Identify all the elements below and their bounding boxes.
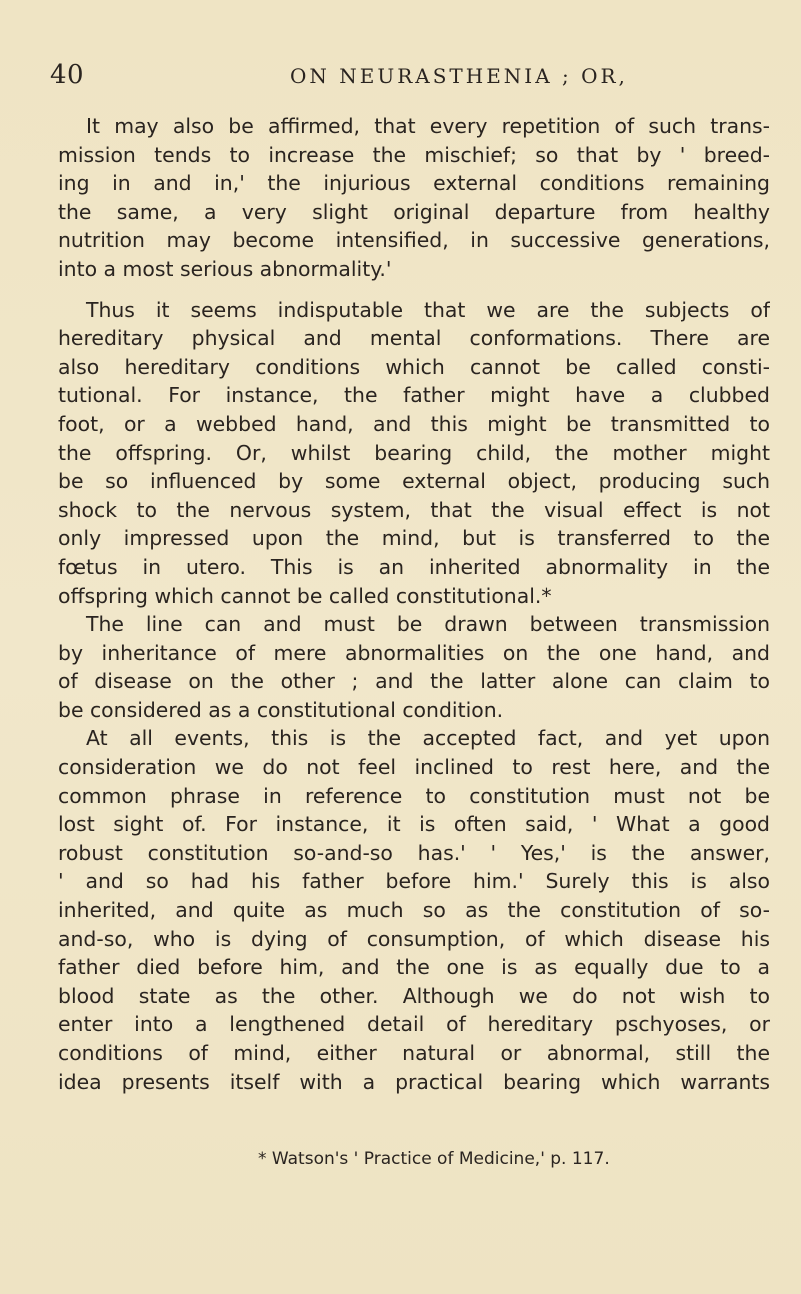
- text-line: At all events, this is the accepted fact, and yet upon: [86, 726, 770, 751]
- text-line: tutional. For instance, the father might have a clubbed: [58, 383, 770, 408]
- text-line: lost sight of. For instance, it is often said, ' What a good: [58, 812, 770, 837]
- text-line: fœtus in utero. This is an inherited abnormality in the: [58, 554, 770, 579]
- text-line: be so influenced by some external object, producing such: [58, 469, 770, 494]
- text-line: of disease on the other ; and the latter alone can claim to: [58, 669, 770, 694]
- text-line: inherited, and quite as much so as the constitution of so-: [58, 898, 770, 923]
- text-line: father died before him, and the one is as equally due to a: [58, 955, 770, 980]
- running-head: [50, 60, 770, 100]
- text-line: the offspring. Or, whilst bearing child, the mother might: [58, 440, 770, 465]
- page-number: 40: [50, 60, 85, 90]
- paragraph: [58, 296, 770, 611]
- text-line: blood state as the other. Although we do not wish to: [58, 983, 770, 1008]
- text-line: by inheritance of mere abnormalities on the one hand, and: [58, 640, 770, 665]
- text-line: shock to the nervous system, that the visual effect is not: [58, 497, 770, 522]
- body-text: [58, 112, 770, 1096]
- text-line: into a most serious abnormality.': [58, 256, 392, 281]
- text-line: ' and so had his father before him.' Surely this is also: [58, 869, 770, 894]
- text-line: also hereditary conditions which cannot be called consti-: [58, 354, 770, 379]
- running-title: ON NEURASTHENIA ; OR,: [290, 64, 628, 88]
- text-line: offspring which cannot be called constitutional.*: [58, 583, 552, 608]
- footnote: * Watson's ' Practice of Medicine,' p. 117.: [258, 1149, 610, 1169]
- text-line: mission tends to increase the mischief; so that by ' breed-: [58, 142, 770, 167]
- paragraph: [58, 610, 770, 724]
- text-line: The line can and must be drawn between transmission: [86, 612, 770, 637]
- text-line: robust constitution so-and-so has.' ' Yes,' is the answer,: [58, 840, 770, 865]
- text-line: foot, or a webbed hand, and this might be transmitted to: [58, 411, 770, 436]
- text-line: be considered as a constitutional condition.: [58, 697, 504, 722]
- text-line: conditions of mind, either natural or abnormal, still the: [58, 1041, 770, 1065]
- text-line: the same, a very slight original departure from healthy: [58, 199, 770, 224]
- text-line: ing in and in,' the injurious external conditions remaining: [58, 171, 770, 196]
- text-line: It may also be affirmed, that every repetition of such trans-: [86, 114, 770, 138]
- text-line: hereditary physical and mental conformations. There are: [58, 326, 770, 351]
- text-line: common phrase in reference to constitution must not be: [58, 783, 770, 808]
- paragraph: [58, 112, 770, 284]
- text-line: Thus it seems indisputable that we are the subjects of: [86, 297, 770, 322]
- paragraph: [58, 724, 770, 1096]
- text-line: enter into a lengthened detail of hereditary pschyoses, or: [58, 1012, 770, 1037]
- text-line: idea presents itself with a practical bearing which warrants: [58, 1069, 770, 1094]
- text-line: nutrition may become intensified, in successive generations,: [58, 228, 770, 253]
- text-line: and-so, who is dying of consumption, of which disease his: [58, 926, 770, 951]
- text-line: only impressed upon the mind, but is transferred to the: [58, 526, 770, 551]
- text-line: consideration we do not feel inclined to rest here, and the: [58, 755, 770, 780]
